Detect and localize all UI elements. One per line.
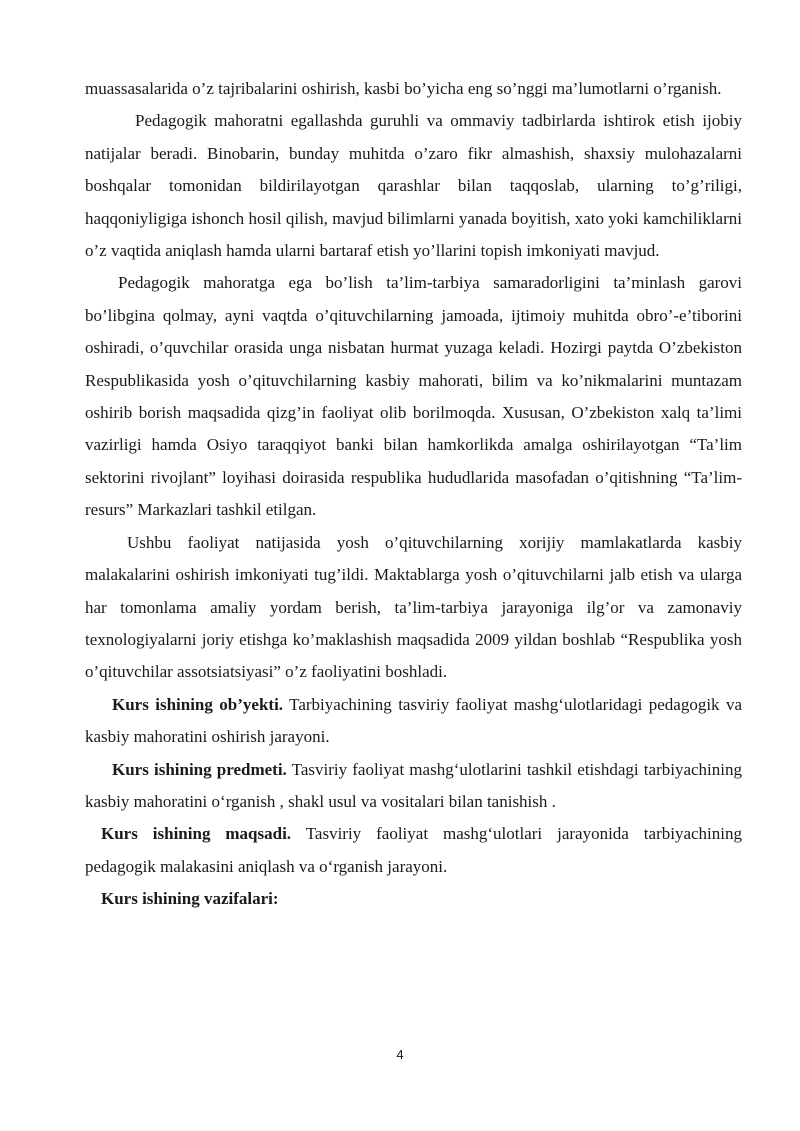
section-goal-text: Tasviriy faoliyat mashg‘ulotlari jarayonida tarbiyachining pedagogik malakasini aniqlash va o‘rganish jarayoni. bbox=[85, 824, 742, 876]
section-object-label: Kurs ishining ob’yekti. bbox=[112, 694, 284, 714]
section-tasks-label: Kurs ishining vazifalari: bbox=[101, 889, 279, 909]
section-object bbox=[85, 689, 742, 754]
section-goal bbox=[85, 818, 742, 883]
paragraph-pedagogical-mastery: Pedagogik mahoratga ega bo’lish ta’lim-tarbiya samaradorligini ta’minlash garovi bo’libgina qolmay, ayni vaqtda o’qituvchilarning jamoada, ijtimoiy muhitda obro’-e’tiborini oshiradi, o’quvchilar orasida unga nisbatan hurmat yuzaga keladi. Hozirgi paytda O’zbekiston Respublikasida yosh o’qituvchilarning kasbiy mahorati, bilim va ko’nikmalarini muntazam oshirib borish maqsadida qizg’in faoliyat olib borilmoqda. Xususan, O’zbekiston xalq ta’limi vazirligi hamda Osiyo taraqqiyot banki bilan hamkorlikda amalga oshirilayotgan “Ta’lim sektorini rivojlant” loyihasi doirasida respublika hududlarida masofadan o’qitishning “Ta’lim-resurs” Markazlari tashkil etilgan. bbox=[85, 273, 742, 520]
page-body bbox=[85, 73, 742, 916]
section-subject bbox=[85, 754, 742, 819]
page-number: 4 bbox=[396, 1047, 404, 1062]
section-tasks bbox=[85, 883, 742, 915]
paragraph-group-activities: Pedagogik mahoratni egallashda guruhli va ommaviy tadbirlarda ishtirok etish ijobiy natijalar beradi. Binobarin, bunday muhitda o’zaro fikr almashish, shaxsiy mulohazalarni boshqalar tomonidan bildirilayotgan qarashlar bilan taqqoslab, ularning to’g’riligi, haqqoniyligiga ishonch hosil qilish, mavjud bilimlarni yanada boyitish, xato yoki kamchiliklarni o’z vaqtida aniqlash hamda ularni bartaraf etish yo’llarini topish imkoniyati mavjud. bbox=[85, 111, 742, 261]
section-subject-label: Kurs ishining predmeti. bbox=[112, 759, 287, 779]
section-subject-text: Tasviriy faoliyat mashg‘ulotlarini tashkil etishdagi tarbiyachining kasbiy mahoratini o‘rganish , shakl usul va vositalari bilan tanishish . bbox=[85, 759, 742, 811]
section-goal-label: Kurs ishining maqsadi. bbox=[101, 824, 292, 844]
paragraph-continuation: muassasalarida o’z tajribalarini oshirish, kasbi bo’yicha eng so’nggi ma’lumotlarni o’rganish. bbox=[85, 79, 722, 98]
section-object-text: Tarbiyachining tasviriy faoliyat mashg‘ulotlaridagi pedagogik va kasbiy mahoratini oshirish jarayoni. bbox=[85, 694, 742, 747]
paragraph-association: Ushbu faoliyat natijasida yosh o’qituvchilarning xorijiy mamlakatlarda kasbiy malakalarini oshirish imkoniyati tug’ildi. Maktablarga yosh o’qituvchilarni jalb etish va ularga har tomonlama amaliy yordam berish, ta’lim-tarbiya jarayoniga ilg’or va zamonaviy texnologiyalarni joriy etishga ko’maklashish maqsadida 2009 yildan boshlab “Respublika yosh o’qituvchilar assotsiatsiyasi” o’z faoliyatini boshladi. bbox=[85, 532, 742, 682]
